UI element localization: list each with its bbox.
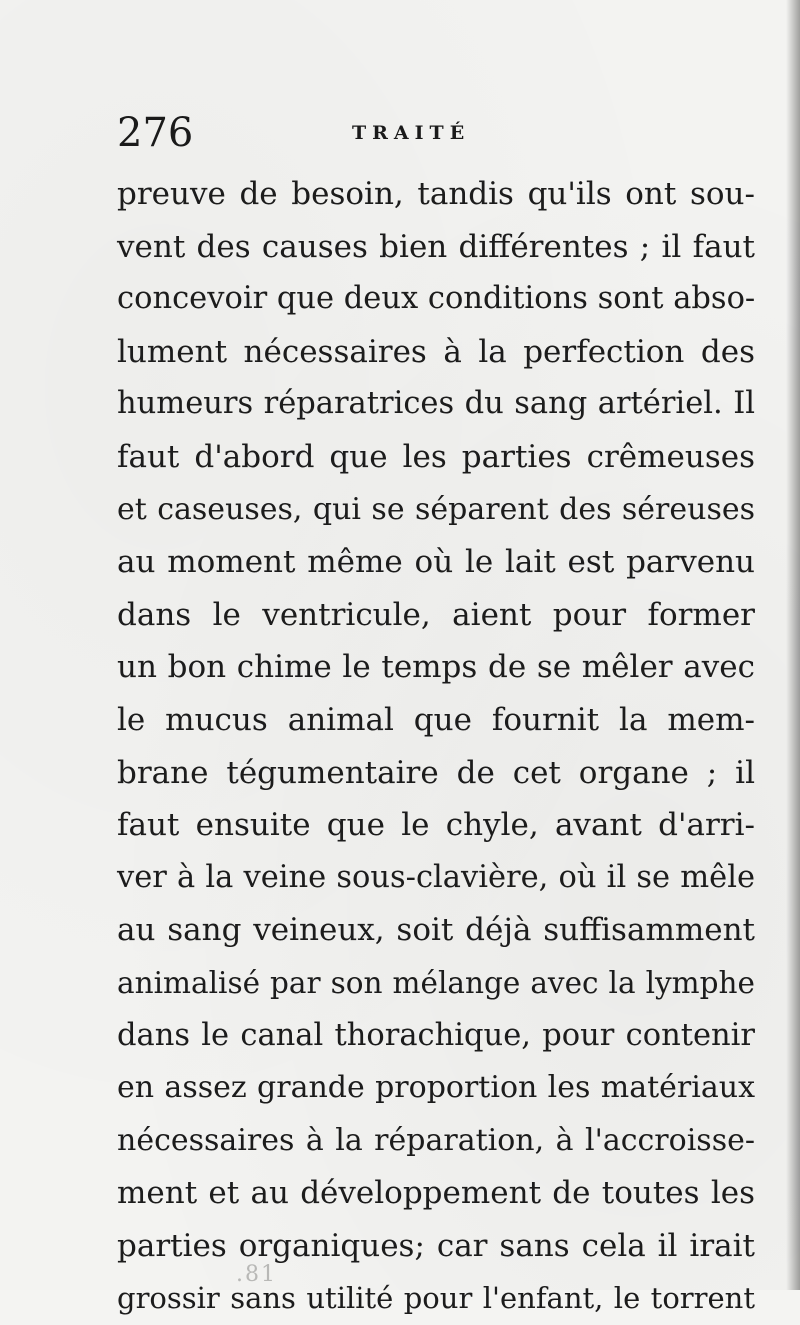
bleed-through-mark: .81 [236,1262,277,1287]
text-line: et caseuses, qui se séparent des séreuses [117,491,755,527]
page-header [117,108,757,158]
text-line: grossir sans utilité pour l'enfant, le torrent [117,1281,755,1316]
text-line: dans le canal thorachique, pour contenir [117,1017,755,1053]
text-line: faut d'abord que les parties crêmeuses [117,438,755,475]
text-line: au sang veineux, soit déjà suffisamment [117,912,755,949]
body-text [117,168,755,1325]
text-line: nécessaires à la réparation, à l'accroisse- [117,1122,755,1158]
text-line: le mucus animal que fournit la mem- [117,701,755,738]
text-line: en assez grande proportion les matériaux [117,1070,755,1106]
text-line: concevoir que deux conditions sont abso- [117,281,756,317]
running-head: TRAITÉ [352,122,471,144]
text-line: brane tégumentaire de cet organe ; il [117,754,755,791]
text-line: dans le ventricule, aient pour former [117,596,755,633]
text-line: vent des causes bien différentes ; il faut [117,228,755,265]
page-edge-shadow [786,0,800,1290]
text-line: faut ensuite que le chyle, avant d'arri- [117,807,755,844]
page-number: 276 [117,110,194,156]
text-line: parties organiques; car sans cela il irait [117,1227,755,1264]
text-line: au moment même où le lait est parvenu [117,544,755,581]
text-line: animalisé par son mélange avec la lymphe [117,965,755,1000]
text-line: ver à la veine sous-clavière, où il se mêle [117,859,755,895]
text-line: humeurs réparatrices du sang artériel. Il [117,386,755,422]
text-line: un bon chime le temps de se mêler avec [117,649,755,686]
text-line: lument nécessaires à la perfection des [117,333,755,370]
text-line: preuve de besoin, tandis qu'ils ont sou- [117,176,755,212]
text-line: ment et au développement de toutes les [117,1175,755,1212]
